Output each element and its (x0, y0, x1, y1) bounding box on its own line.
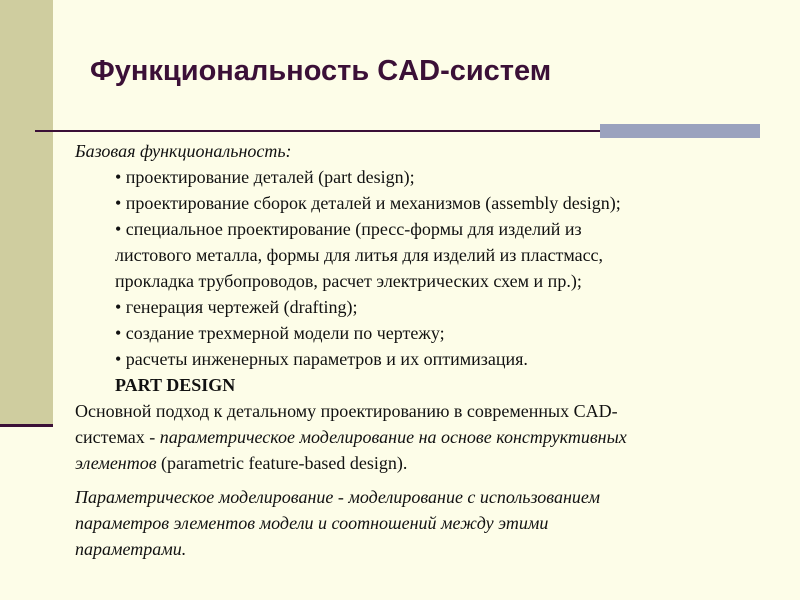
title-underline (35, 130, 601, 132)
bullet-item: • расчеты инженерных параметров и их оптимизация. (115, 349, 528, 369)
definition-line: параметрами. (75, 539, 187, 559)
intro-label: Базовая функциональность: (75, 141, 292, 161)
bullet-item: • создание трехмерной модели по чертежу; (115, 323, 445, 343)
left-decorative-band (0, 0, 53, 425)
paragraph-emphasis: элементов (75, 453, 157, 473)
paragraph-line (75, 450, 775, 476)
bullet-item: • специальное проектирование (пресс-формы для изделий из (115, 219, 582, 239)
bullet-continuation: прокладка трубопроводов, расчет электрических схем и пр.); (115, 271, 582, 291)
paragraph-emphasis: параметрическое моделирование на основе конструктивных (159, 427, 627, 447)
bullet-continuation: листового металла, формы для литья для изделий из пластмасс, (115, 245, 604, 265)
paragraph-text: системах - (75, 427, 160, 447)
definition-line: Параметрическое моделирование - моделирование с использованием (75, 487, 600, 507)
subheading: PART DESIGN (115, 375, 236, 395)
paragraph-text: (parametric feature-based design). (156, 453, 408, 473)
bullet-item: • проектирование деталей (part design); (115, 167, 415, 187)
paragraph-line: Основной подход к детальному проектированию в современных CAD- (75, 401, 618, 421)
definition-line: параметров элементов модели и соотношений между этими (75, 513, 549, 533)
paragraph-line (75, 424, 775, 450)
slide-title: Функциональность CAD-систем (90, 55, 552, 87)
bullet-item: • генерация чертежей (drafting); (115, 297, 358, 317)
bullet-item: • проектирование сборок деталей и механизмов (assembly design); (115, 193, 621, 213)
left-divider (0, 424, 53, 427)
slide-body (75, 138, 775, 562)
title-accent-bar (600, 124, 760, 138)
